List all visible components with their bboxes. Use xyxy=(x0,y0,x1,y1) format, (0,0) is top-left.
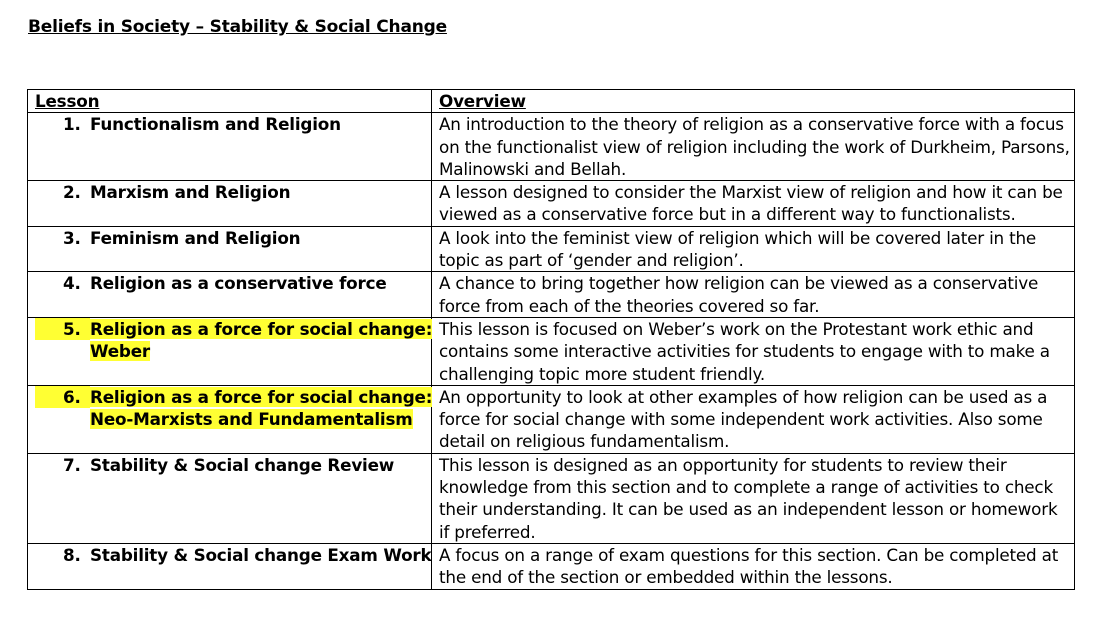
lesson-number: 7. xyxy=(63,454,81,475)
lesson-title-line: Functionalism and Religion xyxy=(90,114,341,135)
lesson-cell xyxy=(28,226,432,272)
lesson-cell xyxy=(28,113,432,181)
lesson-cell xyxy=(28,317,432,385)
lesson-title-line: Stability & Social change Exam Work xyxy=(90,544,432,565)
lesson-number: 4. xyxy=(63,273,81,294)
table-row xyxy=(28,113,1075,181)
lesson-overview: A chance to bring together how religion can be viewed as a conservative force from each of the theories covered so far. xyxy=(432,272,1075,318)
lesson-number: 2. xyxy=(63,182,81,203)
header-overview: Overview xyxy=(432,90,1075,113)
lesson-entry xyxy=(35,227,427,249)
table-row xyxy=(28,385,1075,453)
table-header-row xyxy=(28,90,1075,113)
lesson-entry xyxy=(35,454,427,476)
lesson-cell xyxy=(28,543,432,589)
lessons-table xyxy=(27,89,1075,590)
lesson-title xyxy=(90,454,427,476)
lesson-number: 1. xyxy=(63,114,81,135)
lesson-cell xyxy=(28,453,432,543)
lesson-title xyxy=(90,227,427,249)
lesson-title-line: Religion as a force for social change: xyxy=(90,386,433,407)
lesson-overview: This lesson is designed as an opportunity for students to review their knowledge from this section and to complete a range of activities to check their understanding. It can be used as an independent lesson or homework if preferred. xyxy=(432,453,1075,543)
lesson-entry xyxy=(35,181,427,203)
lesson-title xyxy=(90,181,427,203)
lesson-entry xyxy=(35,544,432,566)
table-row xyxy=(28,226,1075,272)
lesson-title xyxy=(90,386,432,431)
lesson-cell xyxy=(28,181,432,227)
lesson-title-line: Neo-Marxists and Fundamentalism xyxy=(90,409,413,430)
table-row xyxy=(28,543,1075,589)
lesson-entry xyxy=(35,272,427,294)
table-row xyxy=(28,181,1075,227)
lesson-title-line: Stability & Social change Review xyxy=(90,454,395,475)
document-title: Beliefs in Society – Stability & Social Change xyxy=(28,17,447,37)
lesson-title-line: Weber xyxy=(90,341,150,362)
lesson-number: 5. xyxy=(35,318,90,340)
table-row xyxy=(28,317,1075,385)
lesson-title-line: Feminism and Religion xyxy=(90,227,301,248)
lesson-entry xyxy=(35,113,427,135)
lesson-entry xyxy=(35,318,433,363)
lesson-title xyxy=(90,544,431,566)
lesson-overview: A focus on a range of exam questions for this section. Can be completed at the end of the section or embedded within the lessons. xyxy=(432,543,1075,589)
lesson-cell xyxy=(28,272,432,318)
lesson-title xyxy=(90,318,432,363)
lesson-title xyxy=(90,272,427,294)
lesson-number: 3. xyxy=(63,227,81,248)
lesson-overview: An opportunity to look at other examples of how religion can be used as a force for social change with some independent work activities. Also some detail on religious fundamentalism. xyxy=(432,385,1075,453)
table-row xyxy=(28,453,1075,543)
lesson-title-line: Marxism and Religion xyxy=(90,182,291,203)
table-row xyxy=(28,272,1075,318)
lesson-number: 8. xyxy=(63,544,81,565)
header-lesson: Lesson xyxy=(28,90,432,113)
lesson-title xyxy=(90,113,427,135)
lesson-title-line: Religion as a force for social change: xyxy=(90,318,433,339)
lesson-overview: A look into the feminist view of religion which will be covered later in the topic as part of ‘gender and religion’. xyxy=(432,226,1075,272)
lesson-overview: This lesson is focused on Weber’s work on the Protestant work ethic and contains some interactive activities for students to engage with to make a challenging topic more student friendly. xyxy=(432,317,1075,385)
lesson-entry xyxy=(35,386,433,431)
lesson-overview: An introduction to the theory of religion as a conservative force with a focus on the functionalist view of religion including the work of Durkheim, Parsons, Malinowski and Bellah. xyxy=(432,113,1075,181)
lesson-overview: A lesson designed to consider the Marxist view of religion and how it can be viewed as a conservative force but in a different way to functionalists. xyxy=(432,181,1075,227)
lesson-title-line: Religion as a conservative force xyxy=(90,273,387,294)
lesson-cell xyxy=(28,385,432,453)
lesson-number: 6. xyxy=(35,386,90,408)
